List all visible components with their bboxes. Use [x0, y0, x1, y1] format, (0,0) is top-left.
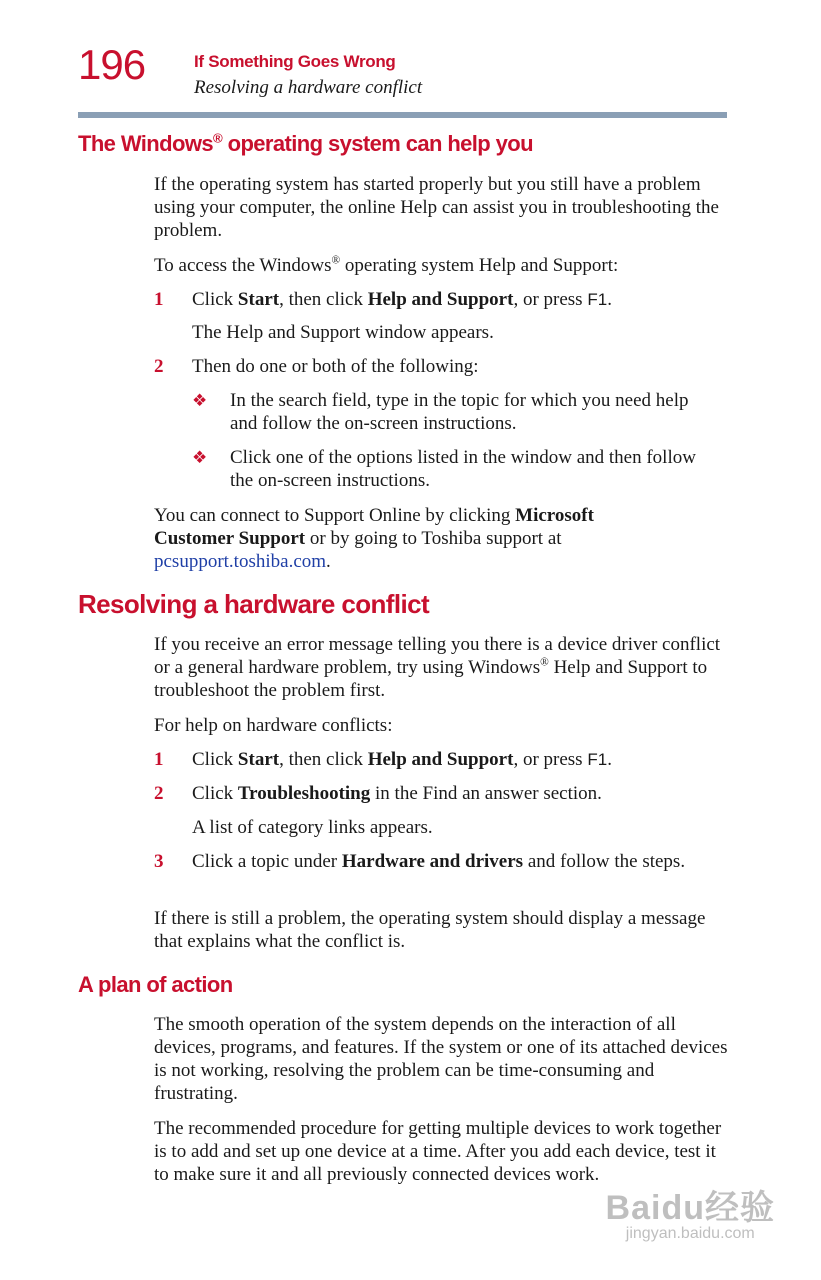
step-text: Click a topic under Hardware and drivers and follow the steps. [192, 851, 686, 872]
key-label: F1 [587, 750, 608, 769]
step-result: The Help and Support window appears. [192, 322, 494, 343]
step-number: 1 [154, 289, 164, 310]
running-header-chapter: If Something Goes Wrong [194, 52, 396, 71]
support-link[interactable]: pcsupport.toshiba.com [154, 551, 327, 572]
step-text: Click Troubleshooting in the Find an answer section. [192, 783, 602, 804]
watermark-url: jingyan.baidu.com [625, 1225, 755, 1242]
baidu-watermark [606, 1180, 775, 1243]
running-header-section: Resolving a hardware conflict [194, 77, 423, 98]
step-number: 2 [154, 356, 164, 377]
paragraph: If you receive an error message telling you there is a device driver conflict or a general hardware problem, try using Windows® Help and Support to troubleshoot the problem first. [154, 634, 721, 701]
step-text: Click Start, then click Help and Support, or press F1. [192, 289, 612, 310]
paragraph: The smooth operation of the system depends on the interaction of all devices, programs, and features. If the system or one of its attached devices is not working, resolving the problem can be time-consuming and frustrating. [154, 1014, 728, 1104]
diamond-bullet-icon: ❖ [192, 391, 208, 410]
paragraph: For help on hardware conflicts: [154, 715, 393, 736]
section-heading-hardware-conflict: Resolving a hardware conflict [78, 589, 430, 619]
step-number: 1 [154, 749, 164, 770]
bullet-text: In the search field, type in the topic for which you need help and follow the on-screen instructions. [230, 390, 689, 434]
key-label: F1 [587, 290, 608, 309]
diamond-bullet-icon: ❖ [192, 448, 208, 467]
page-number: 196 [78, 41, 146, 88]
paragraph: If the operating system has started properly but you still have a problem using your computer, the online Help can assist you in troubleshooting the problem. [154, 174, 719, 241]
watermark-logo: Baidu经验 [605, 1189, 775, 1227]
bullet-text: Click one of the options listed in the window and then follow the on-screen instructions. [230, 447, 696, 491]
section-heading-plan-of-action: A plan of action [78, 972, 233, 997]
paragraph: The recommended procedure for getting multiple devices to work together is to add and set up one device at a time. After you add each device, test it to make sure it and all previously connected devices work. [154, 1118, 722, 1185]
step-text: Click Start, then click Help and Support, or press F1. [192, 749, 612, 770]
step-result: A list of category links appears. [192, 817, 433, 838]
paragraph: To access the Windows® operating system Help and Support: [154, 254, 619, 276]
section-heading-windows-help: The Windows® operating system can help you [78, 130, 533, 156]
paragraph: If there is still a problem, the operating system should display a message that explains what the conflict is. [154, 908, 706, 952]
step-number: 2 [154, 783, 164, 804]
paragraph-support: You can connect to Support Online by clicking Microsoft Customer Support or by going to Toshiba support at pcsupport.toshiba.com. [154, 505, 594, 572]
header-rule [78, 112, 727, 118]
step-number: 3 [154, 851, 164, 872]
step-text: Then do one or both of the following: [192, 356, 479, 377]
